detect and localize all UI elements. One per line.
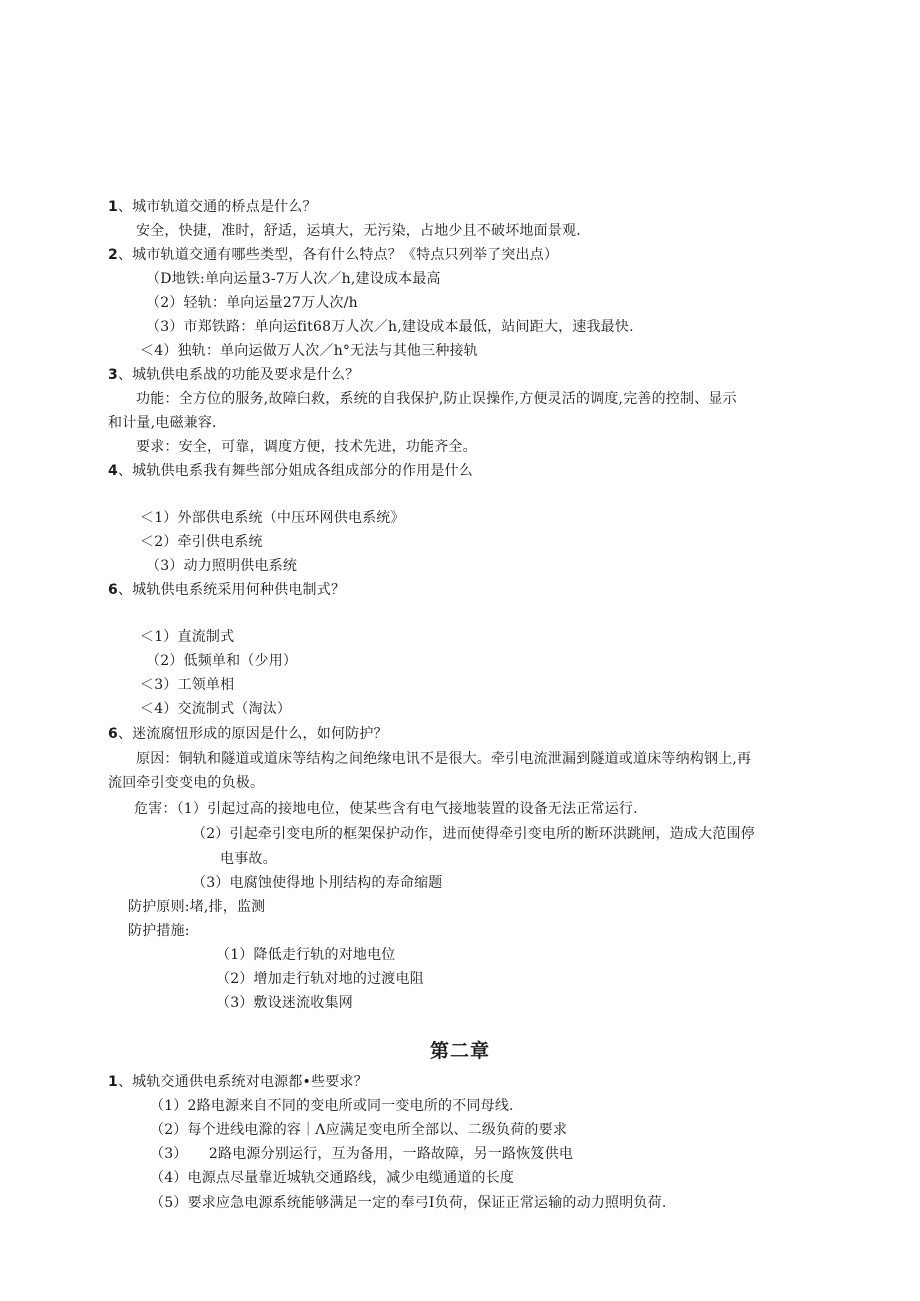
chapter2-question-1: [108, 1073, 368, 1091]
answer-6-cause-cont: 流回牵引变变电的负极。: [108, 775, 265, 791]
question-number: 3: [108, 367, 118, 383]
question-text: 、城市轨道交通的桥点是什么？: [117, 199, 317, 215]
answer-3-function: 功能：全方位的服务,故障臼救，系统的自我保护,防止误操作,方便灵活的调度,完善的控制、显示: [136, 391, 737, 407]
question-2: [108, 246, 558, 264]
question-5: [108, 581, 345, 599]
list-item: ＜2）牵引供电系统: [140, 534, 263, 550]
question-number: 1: [108, 199, 118, 215]
list-item: （3） 2路电源分别运行，互为备用，一路故障，另一路恢笈供电: [150, 1146, 574, 1162]
question-text: 、城轨供电系统采用何种供电制式？: [117, 582, 346, 598]
list-item: （2）每个进线电滁的容｜Λ应满足变电所全部以、二级负荷的要求: [150, 1122, 568, 1138]
answer-3-function-cont: 和计量,电磁兼容.: [108, 415, 217, 431]
list-item: （1）2路电源来自不同的变电所或同一变电所的不同母线.: [150, 1098, 514, 1114]
list-item: （3）市郑铁路：单向运fit68万人次／h,建设成本最低，站间距大，速我最快.: [146, 319, 634, 335]
answer-1: 安全，快捷，准时，舒适，运填大，无污染，占地少且不破坏地面景观.: [136, 223, 581, 239]
list-item: （4）电源点尽量靠近城轨交通路线，减少电缆通道的长度: [150, 1170, 515, 1186]
answer-6-cause: 原因：铜轨和隧道或道床等结构之间绝缘电讯不是很大。牵引电流泄漏到隧道或道床等纳构钢上,再: [136, 751, 752, 767]
protection-measures-label: 防护措施:: [128, 923, 190, 939]
question-number: 4: [108, 463, 118, 479]
list-item: ＜1）直流制式: [140, 629, 235, 645]
question-text: 、城市轨道交通有哪些类型，各有什么特点？《特点只列举了突出点）: [117, 247, 559, 263]
list-item: ＜4）交流制式（淘汰）: [140, 701, 292, 717]
list-item: （2）轻轨：单向运量27万人次/h: [146, 295, 358, 311]
answer-6-harm-2: （2）引起牵引变电所的框架保护动作，进而使得牵引变电所的断环洪跳闸，造成大范围停: [192, 826, 755, 842]
list-item: （2）低频单和（少用）: [146, 653, 298, 669]
list-item: （5）要求应急电源系统能够满足一定的奉弓I负荷，保证正常运输的动力照明负荷.: [150, 1195, 667, 1211]
question-1: [108, 198, 317, 216]
question-text: 、迷流腐忸形成的原因是什么，如何防护？: [117, 726, 388, 742]
question-text: 、城轨供电系我有舞些部分姐成各组成部分的作用是什么: [117, 463, 473, 479]
question-3: [108, 366, 359, 384]
list-item: （D地铁:单向运量3-7万人次／h,建设成本最高: [146, 271, 441, 287]
question-number: 6: [108, 582, 118, 598]
question-number: 2: [108, 247, 118, 263]
question-6: [108, 725, 388, 743]
list-item: ＜1）外部供电系统（中压环网供电系统》: [140, 510, 405, 526]
question-4: [108, 462, 473, 480]
list-item: （3）动力照明供电系统: [146, 558, 298, 574]
protection-principle: 防护原则:堵,排，监测: [128, 899, 266, 915]
question-text: 、城轨供电系战的功能及要求是什么？: [117, 367, 360, 383]
answer-3-requirement: 要求：安全，可靠，调度方便，技术先进，功能齐全。: [136, 439, 477, 455]
list-item: ＜3）工领单相: [140, 677, 235, 693]
list-item: （2）增加走行轨对地的过渡电阻: [216, 971, 424, 987]
list-item: （1）降低走行轨的对地电位: [216, 947, 396, 963]
answer-6-harm: 危害：（1）引起过高的接地电位，使某些含有电气接地装置的设备无法正常运行.: [134, 801, 638, 817]
list-item: （3）敷设迷流收集网: [216, 995, 353, 1011]
question-text: 、城轨交通供电系统对电源都•些要求？: [117, 1074, 368, 1090]
answer-6-harm-2-cont: 电事故。: [220, 851, 277, 867]
answer-6-harm-3: （3）电腐蚀使得地卜刖结构的寿命缩题: [192, 875, 443, 891]
question-number: 6: [108, 726, 118, 742]
list-item: ＜4）独轨：单向运做万人次／h°无法与其他三种接轨: [140, 343, 478, 359]
question-number: 1: [108, 1074, 118, 1090]
chapter-title: 第二章: [429, 1040, 490, 1062]
